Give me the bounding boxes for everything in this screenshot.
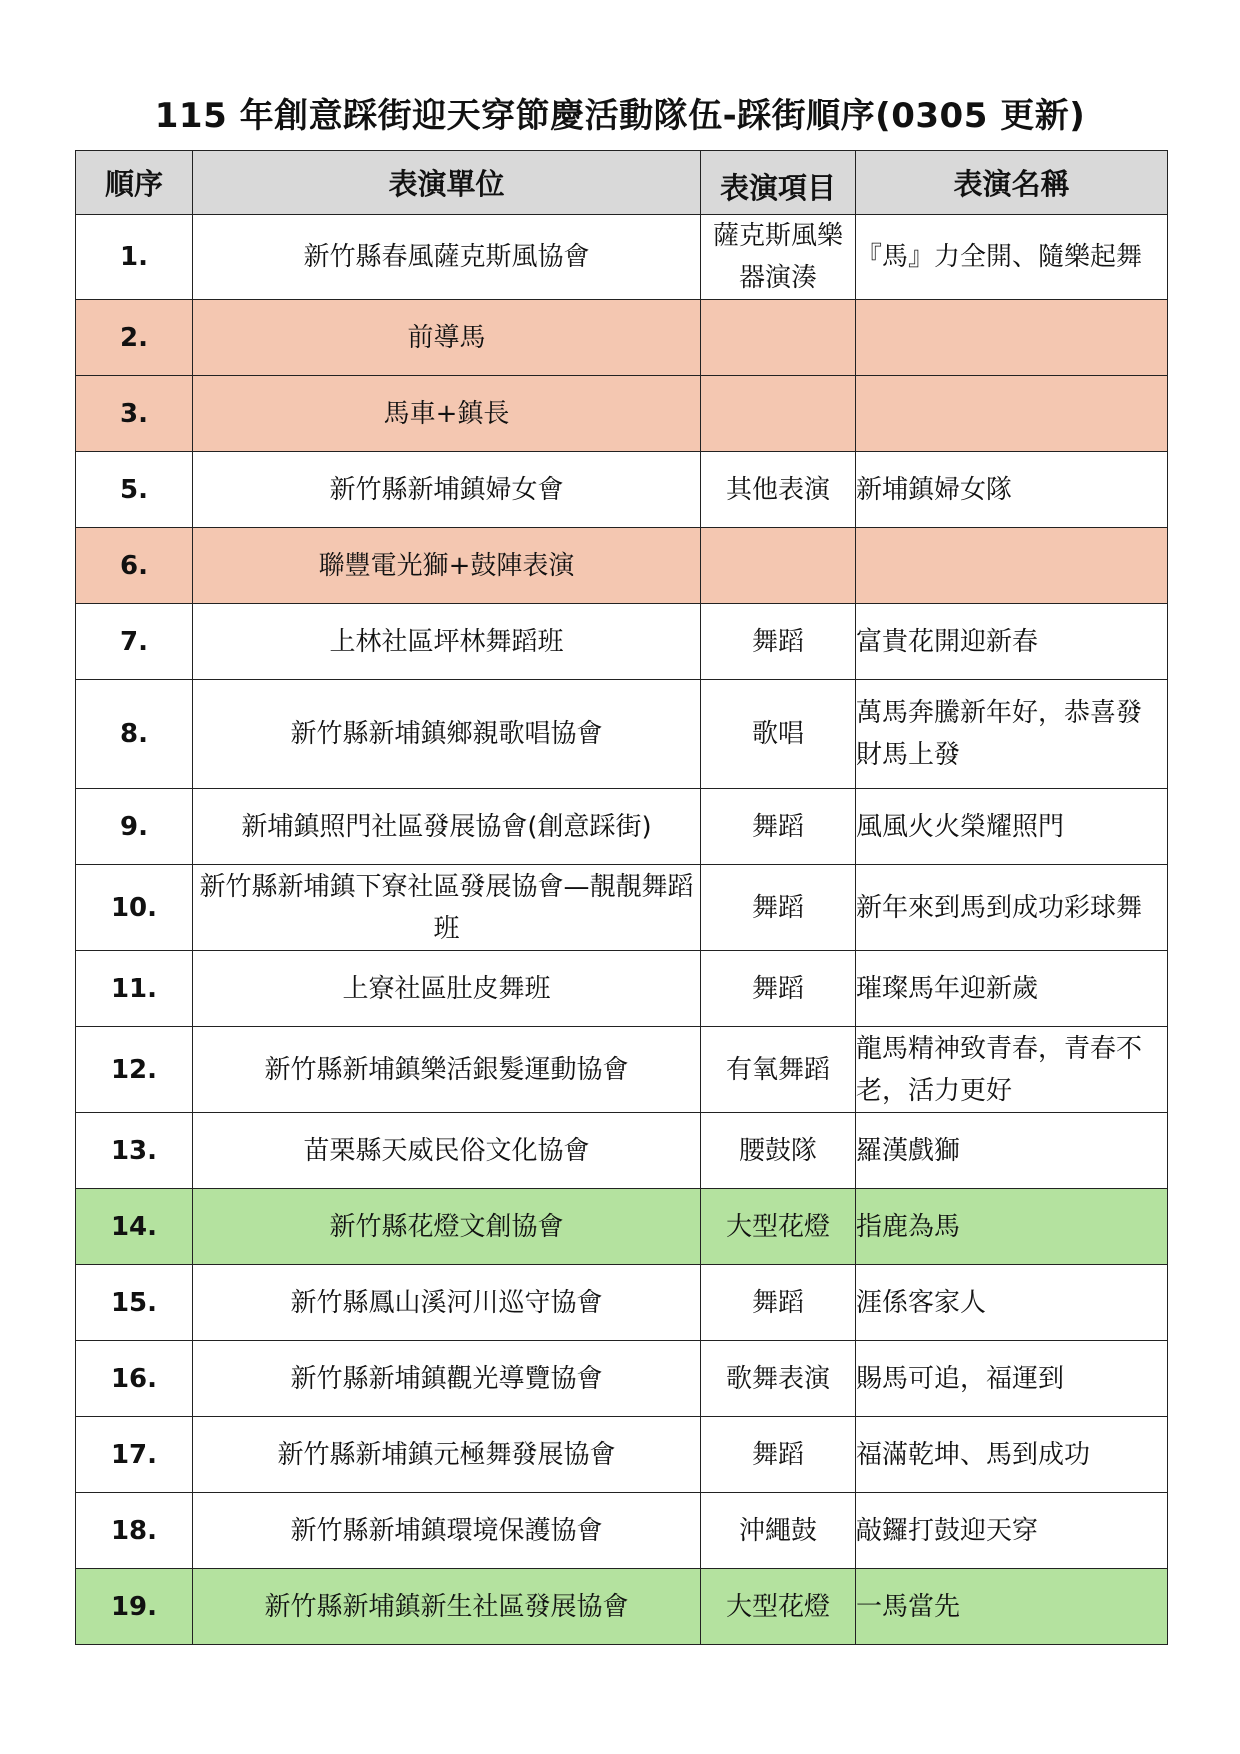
row-item: 歌唱 xyxy=(701,680,856,789)
row-order: 10. xyxy=(76,865,193,951)
row-item xyxy=(701,300,856,376)
table-row xyxy=(76,1417,1168,1493)
header-unit: 表演單位 xyxy=(193,151,701,215)
table-header-row xyxy=(76,151,1168,215)
row-order: 6. xyxy=(76,528,193,604)
row-item: 大型花燈 xyxy=(701,1189,856,1265)
row-name: 指鹿為馬 xyxy=(856,1189,1168,1265)
row-name: 敲鑼打鼓迎天穿 xyxy=(856,1493,1168,1569)
page-title: 115 年創意踩街迎天穿節慶活動隊伍-踩街順序(0305 更新) xyxy=(154,96,1086,136)
row-order: 15. xyxy=(76,1265,193,1341)
row-unit: 新竹縣新埔鎮元極舞發展協會 xyxy=(193,1417,701,1493)
row-order: 8. xyxy=(76,680,193,789)
table-row xyxy=(76,1341,1168,1417)
row-unit: 新埔鎮照門社區發展協會(創意踩街) xyxy=(193,789,701,865)
row-item: 舞蹈 xyxy=(701,1417,856,1493)
table-row xyxy=(76,1493,1168,1569)
row-unit: 新竹縣花燈文創協會 xyxy=(193,1189,701,1265)
row-item: 舞蹈 xyxy=(701,604,856,680)
table-row xyxy=(76,1189,1168,1265)
row-order: 18. xyxy=(76,1493,193,1569)
table-row xyxy=(76,1265,1168,1341)
row-name: 福滿乾坤、馬到成功 xyxy=(856,1417,1168,1493)
table-row xyxy=(76,789,1168,865)
table-row xyxy=(76,376,1168,452)
row-unit: 苗栗縣天威民俗文化協會 xyxy=(193,1113,701,1189)
table-row xyxy=(76,865,1168,951)
table-row xyxy=(76,1113,1168,1189)
row-order: 7. xyxy=(76,604,193,680)
row-unit: 前導馬 xyxy=(193,300,701,376)
row-item: 大型花燈 xyxy=(701,1569,856,1645)
row-name: 一馬當先 xyxy=(856,1569,1168,1645)
parade-order-table xyxy=(75,150,1168,1645)
header-order: 順序 xyxy=(76,151,193,215)
row-item: 舞蹈 xyxy=(701,865,856,951)
row-item: 舞蹈 xyxy=(701,1265,856,1341)
row-unit: 上寮社區肚皮舞班 xyxy=(193,951,701,1027)
table-row xyxy=(76,1569,1168,1645)
table-row xyxy=(76,604,1168,680)
table-row xyxy=(76,680,1168,789)
row-unit: 馬車+鎮長 xyxy=(193,376,701,452)
row-order: 3. xyxy=(76,376,193,452)
row-item: 其他表演 xyxy=(701,452,856,528)
row-order: 17. xyxy=(76,1417,193,1493)
row-unit: 新竹縣新埔鎮新生社區發展協會 xyxy=(193,1569,701,1645)
row-name: 萬馬奔騰新年好，恭喜發財馬上發 xyxy=(856,680,1168,789)
row-order: 9. xyxy=(76,789,193,865)
row-order: 2. xyxy=(76,300,193,376)
row-unit: 新竹縣新埔鎮環境保護協會 xyxy=(193,1493,701,1569)
row-unit: 新竹縣新埔鎮婦女會 xyxy=(193,452,701,528)
row-item: 沖繩鼓 xyxy=(701,1493,856,1569)
row-item: 薩克斯風樂器演湊 xyxy=(701,215,856,300)
row-name: 新埔鎮婦女隊 xyxy=(856,452,1168,528)
row-name: 賜馬可追，福運到 xyxy=(856,1341,1168,1417)
row-unit: 上林社區坪林舞蹈班 xyxy=(193,604,701,680)
row-unit: 聯豐電光獅+鼓陣表演 xyxy=(193,528,701,604)
row-item: 舞蹈 xyxy=(701,789,856,865)
row-order: 12. xyxy=(76,1027,193,1113)
row-name: 龍馬精神致青春，青春不老，活力更好 xyxy=(856,1027,1168,1113)
row-order: 1. xyxy=(76,215,193,300)
table-row xyxy=(76,1027,1168,1113)
row-item: 舞蹈 xyxy=(701,951,856,1027)
row-item: 腰鼓隊 xyxy=(701,1113,856,1189)
row-item: 歌舞表演 xyxy=(701,1341,856,1417)
row-order: 19. xyxy=(76,1569,193,1645)
row-name: 『馬』力全開、隨樂起舞 xyxy=(856,215,1168,300)
table-row xyxy=(76,452,1168,528)
row-name: 璀璨馬年迎新歲 xyxy=(856,951,1168,1027)
row-name xyxy=(856,300,1168,376)
row-unit: 新竹縣新埔鎮觀光導覽協會 xyxy=(193,1341,701,1417)
row-name: 風風火火榮耀照門 xyxy=(856,789,1168,865)
table-row xyxy=(76,215,1168,300)
row-item xyxy=(701,528,856,604)
row-order: 14. xyxy=(76,1189,193,1265)
row-item: 有氧舞蹈 xyxy=(701,1027,856,1113)
header-item: 表演項目 xyxy=(701,151,856,215)
row-name: 涯係客家人 xyxy=(856,1265,1168,1341)
table-row xyxy=(76,300,1168,376)
row-unit: 新竹縣新埔鎮下寮社區發展協會—靚靚舞蹈班 xyxy=(193,865,701,951)
row-unit: 新竹縣鳳山溪河川巡守協會 xyxy=(193,1265,701,1341)
row-name xyxy=(856,376,1168,452)
row-order: 16. xyxy=(76,1341,193,1417)
row-order: 11. xyxy=(76,951,193,1027)
row-unit: 新竹縣春風薩克斯風協會 xyxy=(193,215,701,300)
row-order: 5. xyxy=(76,452,193,528)
table-row xyxy=(76,528,1168,604)
row-name xyxy=(856,528,1168,604)
table-row xyxy=(76,951,1168,1027)
row-item xyxy=(701,376,856,452)
row-name: 羅漢戲獅 xyxy=(856,1113,1168,1189)
row-unit: 新竹縣新埔鎮樂活銀髮運動協會 xyxy=(193,1027,701,1113)
row-order: 13. xyxy=(76,1113,193,1189)
header-name: 表演名稱 xyxy=(856,151,1168,215)
row-name: 富貴花開迎新春 xyxy=(856,604,1168,680)
row-unit: 新竹縣新埔鎮鄉親歌唱協會 xyxy=(193,680,701,789)
row-name: 新年來到馬到成功彩球舞 xyxy=(856,865,1168,951)
